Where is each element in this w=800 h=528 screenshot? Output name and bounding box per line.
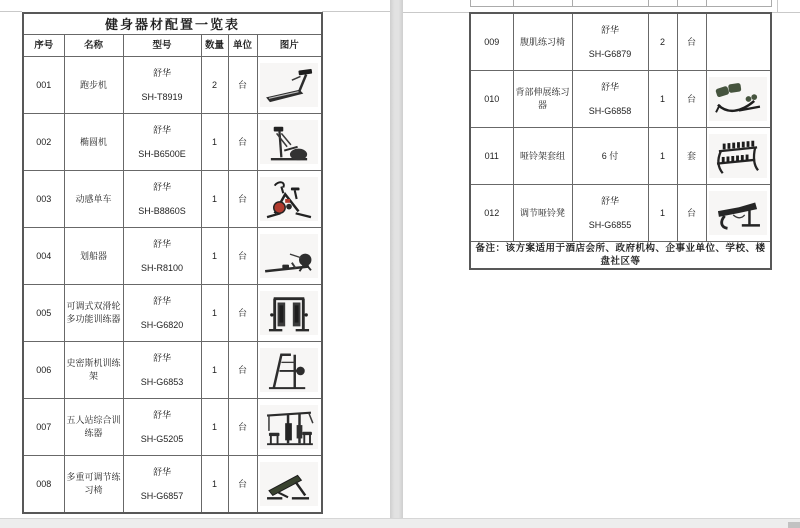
cell-unit: 台 <box>228 171 257 228</box>
model-text: SH-R8100 <box>140 263 184 273</box>
cell-unit: 台 <box>677 71 706 128</box>
page-1 <box>0 0 390 518</box>
cell-model <box>123 57 201 114</box>
cell-name: 多重可调节练习椅 <box>64 456 123 514</box>
table-row <box>23 342 322 399</box>
cell-serial: 007 <box>23 399 64 456</box>
cell-serial: 003 <box>23 171 64 228</box>
cell-model <box>123 114 201 171</box>
cell-unit: 台 <box>228 342 257 399</box>
col-header-qty: 数量 <box>201 35 228 57</box>
cell-image <box>257 285 322 342</box>
table-row <box>470 128 771 185</box>
cell-image <box>706 13 771 71</box>
cell-serial: 002 <box>23 114 64 171</box>
brand-text: 舒华 <box>152 182 171 192</box>
cell-qty: 1 <box>201 342 228 399</box>
cell-unit: 台 <box>228 285 257 342</box>
cell-model <box>572 13 648 71</box>
cell-unit: 台 <box>228 228 257 285</box>
cell-serial: 012 <box>470 185 513 242</box>
cell-name: 调节哑铃凳 <box>513 185 572 242</box>
cell-unit: 台 <box>228 456 257 514</box>
cell-qty: 1 <box>201 456 228 514</box>
cell-serial: 006 <box>23 342 64 399</box>
cell-name: 跑步机 <box>64 57 123 114</box>
cell-image <box>706 71 771 128</box>
cell-model <box>123 456 201 514</box>
model-text: SH-G5205 <box>140 434 184 444</box>
rower-image <box>260 234 318 278</box>
cell-model <box>123 171 201 228</box>
page-edge-line <box>777 0 778 12</box>
model-text: 6 付 <box>601 151 619 161</box>
brand-text: 舒华 <box>600 82 619 92</box>
cell-name: 背部伸展练习器 <box>513 71 572 128</box>
spin-bike-image <box>260 177 318 221</box>
elliptical-image <box>260 120 318 164</box>
cell-serial: 010 <box>470 71 513 128</box>
smith-machine-image <box>260 348 318 392</box>
cell-unit: 台 <box>228 399 257 456</box>
cell-image <box>257 171 322 228</box>
cell-model <box>572 185 648 242</box>
cell-image <box>257 228 322 285</box>
cell-qty: 1 <box>201 228 228 285</box>
remark-text: 备注：该方案适用于酒店会所、政府机构、企事业单位、学校、楼盘社区等 <box>470 242 771 270</box>
table-row <box>23 456 322 514</box>
cell-qty: 1 <box>201 399 228 456</box>
model-text: SH-G6857 <box>140 491 184 501</box>
model-text: SH-T8919 <box>141 92 183 102</box>
table-row <box>23 114 322 171</box>
cell-qty: 2 <box>201 57 228 114</box>
equipment-table-page1 <box>22 12 323 514</box>
table-row <box>23 57 322 114</box>
cell-serial: 005 <box>23 285 64 342</box>
workspace-bottom-strip <box>0 518 800 528</box>
cell-image <box>257 456 322 514</box>
cell-image <box>706 128 771 185</box>
col-header-name: 名称 <box>64 35 123 57</box>
cell-name: 动感单车 <box>64 171 123 228</box>
cell-serial: 011 <box>470 128 513 185</box>
brand-text: 舒华 <box>152 410 171 420</box>
model-text: SH-G6820 <box>140 320 184 330</box>
page-margin-line <box>0 11 22 12</box>
dumbbell-rack-image <box>709 134 767 178</box>
cell-name: 划船器 <box>64 228 123 285</box>
table-row <box>23 399 322 456</box>
table-row-stub <box>470 6 772 7</box>
cell-unit: 台 <box>228 114 257 171</box>
model-text: SH-G6853 <box>140 377 184 387</box>
cell-serial: 001 <box>23 57 64 114</box>
brand-text: 舒华 <box>152 68 171 78</box>
page-margin-line <box>322 11 390 12</box>
cell-name: 哑铃架套组 <box>513 128 572 185</box>
table-row <box>23 228 322 285</box>
cell-serial: 004 <box>23 228 64 285</box>
cell-name: 五人站综合训练器 <box>64 399 123 456</box>
col-header-unit: 单位 <box>228 35 257 57</box>
cell-model <box>572 128 648 185</box>
page-gap <box>390 0 403 518</box>
cell-image <box>257 399 322 456</box>
brand-text: 舒华 <box>600 25 619 35</box>
functional-trainer-image <box>260 291 318 335</box>
cell-name: 可调式双滑轮多功能训练器 <box>64 285 123 342</box>
table-title: 健身器材配置一览表 <box>23 13 322 35</box>
page-margin-line <box>403 12 469 13</box>
cell-model <box>123 342 201 399</box>
cell-unit: 台 <box>677 185 706 242</box>
cell-serial: 009 <box>470 13 513 71</box>
col-header-image: 图片 <box>257 35 322 57</box>
page-margin-line <box>772 12 800 13</box>
brand-text: 舒华 <box>600 196 619 206</box>
brand-text: 舒华 <box>152 467 171 477</box>
cell-model <box>123 228 201 285</box>
table-row <box>470 185 771 242</box>
brand-text: 舒华 <box>152 239 171 249</box>
cell-model <box>572 71 648 128</box>
model-text: SH-G6858 <box>588 106 632 116</box>
page-2 <box>403 0 800 518</box>
model-text: SH-B8860S <box>138 206 186 216</box>
col-header-model: 型号 <box>123 35 201 57</box>
back-extension-image <box>709 77 767 121</box>
cell-name: 椭圆机 <box>64 114 123 171</box>
cell-qty: 1 <box>648 185 677 242</box>
equipment-table-page2 <box>469 12 772 270</box>
treadmill-image <box>260 63 318 107</box>
cell-name: 腹肌练习椅 <box>513 13 572 71</box>
cell-name: 史密斯机训练架 <box>64 342 123 399</box>
table-row <box>470 71 771 128</box>
cell-qty: 1 <box>201 171 228 228</box>
cell-image <box>257 114 322 171</box>
horizontal-scrollbar-thumb[interactable] <box>788 522 800 528</box>
cell-qty: 2 <box>648 13 677 71</box>
col-header-serial: 序号 <box>23 35 64 57</box>
table-row <box>23 171 322 228</box>
cell-unit: 台 <box>228 57 257 114</box>
cell-qty: 1 <box>201 285 228 342</box>
cell-image <box>257 57 322 114</box>
brand-text: 舒华 <box>152 125 171 135</box>
table-row <box>470 13 771 71</box>
multi-station-image <box>260 405 318 449</box>
cell-image <box>257 342 322 399</box>
brand-text: 舒华 <box>152 353 171 363</box>
cell-model <box>123 285 201 342</box>
dumbbell-bench-image <box>709 191 767 235</box>
cell-image <box>706 185 771 242</box>
model-text: SH-G6855 <box>588 220 632 230</box>
model-text: SH-G6879 <box>588 49 632 59</box>
cell-qty: 1 <box>648 128 677 185</box>
model-text: SH-B6500E <box>138 149 186 159</box>
cell-qty: 1 <box>648 71 677 128</box>
remark-row <box>470 242 771 270</box>
cell-unit: 台 <box>677 13 706 71</box>
adjustable-bench-image <box>260 462 318 506</box>
table-row <box>23 285 322 342</box>
brand-text: 舒华 <box>152 296 171 306</box>
cell-serial: 008 <box>23 456 64 514</box>
cell-qty: 1 <box>201 114 228 171</box>
empty-image-cell <box>709 20 767 64</box>
cell-unit: 套 <box>677 128 706 185</box>
cell-model <box>123 399 201 456</box>
